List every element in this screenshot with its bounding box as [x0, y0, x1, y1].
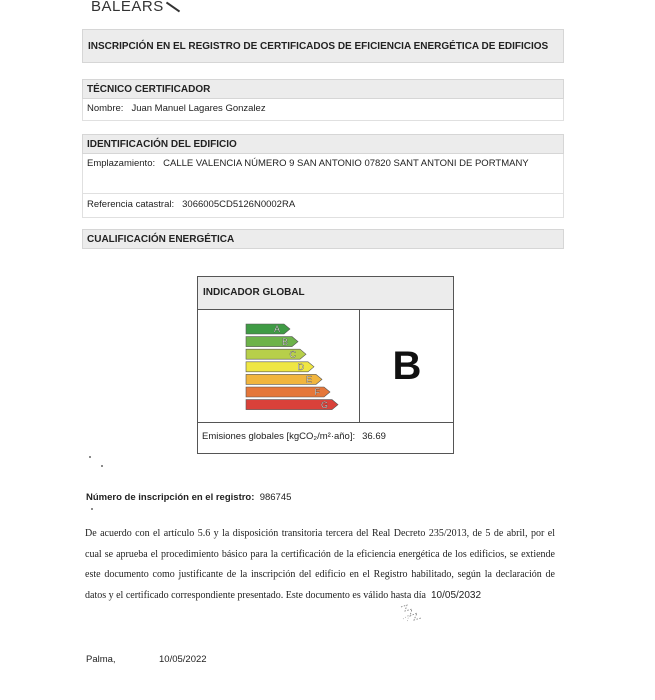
emplazamiento-row	[82, 154, 564, 194]
edificio-title: IDENTIFICACIÓN DEL EDIFICIO	[82, 134, 564, 154]
referencia-value: 3066005CD5126N0002RA	[182, 199, 296, 210]
registro-label: Número de inscripción en el registro:	[86, 492, 255, 503]
signature-scribble	[398, 601, 424, 625]
energy-class-g	[246, 400, 338, 410]
registro-number	[86, 492, 291, 503]
energy-class-b	[246, 337, 298, 347]
brand-slash-mark	[166, 2, 180, 13]
emplazamiento-value: CALLE VALENCIA NÚMERO 9 SAN ANTONIO 07820 SANT ANTONI DE PORTMANY	[163, 158, 529, 169]
scan-speck	[89, 456, 91, 458]
scan-speck	[101, 465, 103, 467]
energy-class-arrow	[246, 349, 306, 359]
energy-class-letter: C	[289, 349, 296, 360]
energy-class-a	[246, 324, 290, 334]
issue-date: 10/05/2022	[159, 654, 207, 665]
brand-logo	[91, 0, 181, 15]
energy-class-d	[246, 362, 314, 372]
referencia-label: Referencia catastral:	[87, 199, 175, 210]
indicador-global-box	[197, 276, 454, 454]
scan-speck	[91, 508, 93, 510]
referencia-row	[82, 194, 564, 218]
energy-class-letter: A	[273, 324, 280, 335]
nombre-value: Juan Manuel Lagares Gonzalez	[131, 103, 266, 114]
registro-value: 986745	[259, 492, 292, 503]
brand-text: BALEARS	[91, 0, 164, 15]
energy-scale-chart	[198, 310, 359, 422]
emplazamiento-label: Emplazamiento:	[87, 158, 156, 169]
energy-grade: B	[392, 343, 422, 388]
legal-paragraph	[85, 524, 555, 606]
energy-class-letter: G	[320, 399, 328, 410]
energy-class-f	[246, 387, 330, 397]
tecnico-nombre-row	[82, 99, 564, 121]
energy-class-letter: E	[305, 374, 312, 385]
legal-text: De acuerdo con el artículo 5.6 y la disposición transitoria tercera del Real Decreto 235/2013, de 5 de abril, por el cual se aprueba el procedimiento básico para la certificación de la eficiencia energética de los edificios, se extiende este documento como justificante de la inscripción del edificio en el Registro habilitado, según la declaración de datos y el certificado correspondiente presentado. Este documento es válido hasta día	[85, 528, 555, 601]
nombre-label: Nombre:	[87, 103, 124, 114]
tecnico-title: TÉCNICO CERTIFICADOR	[82, 79, 564, 99]
calificacion-section	[82, 229, 564, 249]
energy-class-e	[246, 374, 322, 384]
edificio-section	[82, 134, 564, 218]
energy-class-arrow	[246, 337, 298, 347]
energy-class-letter: F	[314, 387, 320, 398]
energy-class-letter: B	[281, 336, 288, 347]
energy-class-letter: D	[297, 362, 304, 372]
energy-class-c	[246, 349, 306, 359]
tecnico-section	[82, 79, 564, 121]
valid-until-date: 10/05/2032	[431, 589, 482, 601]
indicador-title: INDICADOR GLOBAL	[198, 277, 453, 310]
energy-class-arrow	[246, 324, 290, 334]
emisiones-value: 36.69	[362, 431, 386, 442]
emisiones-label: Emisiones globales [kgCO₂/m²·año]:	[202, 431, 356, 442]
calificacion-title: CUALIFICACIÓN ENERGÉTICA	[82, 229, 564, 249]
emisiones-row	[198, 422, 453, 454]
document-header: INSCRIPCIÓN EN EL REGISTRO DE CERTIFICADOS DE EFICIENCIA ENERGÉTICA DE EDIFICIOS	[82, 29, 564, 63]
energy-scale	[198, 310, 360, 422]
place: Palma,	[86, 654, 116, 665]
